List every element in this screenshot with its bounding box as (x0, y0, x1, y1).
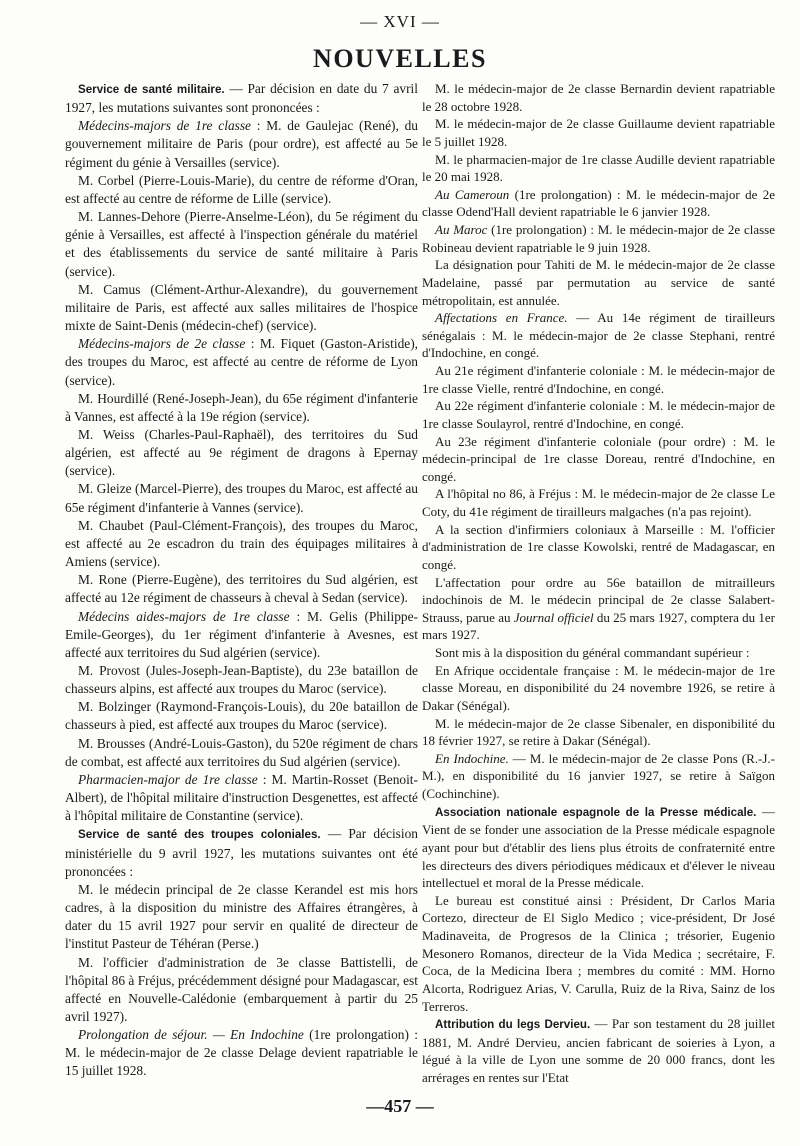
italic-title: Journal officiel (513, 609, 594, 625)
paragraph (65, 608, 418, 662)
paragraph-lead: En Indochine. (435, 750, 509, 766)
paragraph-body: M. Camus (Clément-Arthur-Alexandre), du gouvernement militaire de Paris, est affecté aux salles militaires de l'hospice mixte de Saint-Denis (médecin-chef) (service). (65, 281, 418, 334)
paragraph-body: M. le médecin principal de 2e classe Kerandel est mis hors cadres, à la disposition du ministre des Affaires étrangères, à dater du 15 avril 1927 pour servir en qualité de directeur de l'institut Pasteur de Téhéran (Perse.) (65, 881, 418, 952)
paragraph (422, 892, 775, 1015)
paragraph (422, 221, 775, 256)
paragraph-body: Au 23e régiment d'infanterie coloniale (pour ordre) : M. le médecin-principal de 1re classe Doreau, rentré d'Indochine, en congé. (422, 433, 775, 484)
paragraph (65, 480, 418, 516)
paragraph (65, 281, 418, 335)
paragraph-lead: Médecins-majors de 1re classe (78, 118, 251, 134)
paragraph-body: M. Weiss (Charles-Paul-Raphaël), des territoires du Sud algérien, est affecté au 9e régiment de dragons à Epernay (service). (65, 426, 418, 479)
paragraph-body: Au 21e régiment d'infanterie coloniale : M. le médecin-major de 1re classe Vielle, rentré d'Indochine, en congé. (422, 363, 775, 396)
paragraph-lead: Au Maroc (435, 222, 488, 237)
paragraph (422, 803, 775, 892)
section-heading: Association nationale espagnole de la Presse médicale. (435, 805, 757, 819)
paragraph-body: (1re prolongation) : M. le médecin-major de 2e classe Delage devient rapatriable le 15 juillet 1928. (65, 1027, 418, 1079)
paragraph-body: M. le médecin-major de 2e classe Guillaume devient rapatriable le 5 juillet 1928. (422, 116, 775, 149)
paragraph (65, 335, 418, 389)
paragraph-body: (1re prolongation) : M. le médecin-major de 2e classe Robineau devient rapatriable le 9 juin 1928. (422, 222, 775, 255)
paragraph-body: (1re prolongation) : M. le médecin-major de 2e classe Odend'Hall devient rapatriable le 6 janvier 1928. (422, 186, 775, 220)
paragraph-body: M. le médecin-major de 2e classe Bernardin devient rapatriable le 28 octobre 1928. (422, 81, 775, 114)
paragraph-lead: Médecins-majors de 2e classe (78, 336, 246, 352)
paragraph-body: — Vient de se fonder une association de la Presse médicale espagnole ayant pour but d'établir des liens plus étroits de confraternité entre les directeurs des divers périodiques médicaux et d'élever le niveau intellectuel et moral de la Presse médicale. (422, 803, 775, 891)
paragraph-body: — Par décision en date du 7 avril 1927, les mutations suivantes sont prononcées : (65, 81, 418, 116)
paragraph (65, 80, 418, 117)
paragraph (65, 117, 418, 171)
paragraph (65, 571, 418, 607)
paragraph-body: A l'hôpital no 86, à Fréjus : M. le médecin-major de 2e classe Le Coty, du 41e régiment de tirailleurs malgaches (n'a pas rejoint). (422, 486, 775, 519)
paragraph-body: M. le médecin-major de 2e classe Sibenaler, en disponibilité du 18 février 1927, se retire à Dakar (Sénégal). (422, 715, 775, 749)
paragraph-body: : M. Gelis (Philippe-Emile-Georges), du 1er régiment d'infanterie à Avesnes, est affecté aux territoires du Sud algérien (service). (65, 608, 418, 660)
paragraph (65, 771, 418, 825)
paragraph (422, 521, 775, 574)
paragraph (65, 172, 418, 208)
section-heading: Service de santé des troupes coloniales. (78, 828, 321, 842)
paragraph-body: M. l'officier d'administration de 3e classe Battistelli, de l'hôpital 86 à Fréjus, précédemment désigné pour Madagascar, est affecté en Nouvelle-Calédonie (embarquement à partir du 25 avril 1927). (65, 954, 418, 1024)
right-column (422, 80, 775, 1087)
paragraph (422, 750, 775, 803)
paragraph (65, 825, 418, 880)
paragraph (422, 662, 775, 715)
section-heading: Service de santé militaire. (78, 83, 225, 96)
paragraph-body: Au 22e régiment d'infanterie coloniale : M. le médecin-major de 1re classe Soulayrol, rentré d'Indochine, en congé. (422, 398, 775, 431)
left-column (65, 80, 418, 1081)
paragraph (65, 698, 418, 734)
paragraph-body: En Afrique occidentale française : M. le médecin-major de 1re classe Moreau, en disponibilité du 24 novembre 1926, se retire à Dakar (Sénégal). (422, 662, 775, 713)
paragraph-lead: Prolongation de séjour. — En Indochine (78, 1027, 304, 1043)
paragraph (422, 397, 775, 432)
paragraph-lead: L'affectation pour ordre au 56e bataillon de mitrailleurs indochinois de M. le médecin principal de 2e classe Salabert-Strauss, parue au (422, 574, 775, 625)
paragraph-body: : M. de Gaulejac (René), du gouvernement militaire de Paris (pour ordre), est affecté au 5e régiment du génie à Versailles (service). (65, 118, 418, 170)
paragraph (422, 80, 775, 115)
paragraph (422, 644, 775, 662)
paragraph-lead: Affectations en France. (435, 310, 568, 326)
paragraph (422, 574, 775, 645)
paragraph-body: M. Chaubet (Paul-Clément-François), des troupes du Maroc, est affecté au 2e escadron du train des équipages militaires à Amiens (service). (65, 517, 418, 570)
paragraph (422, 151, 775, 186)
paragraph-body: — Au 14e régiment de tirailleurs sénégalais : M. le médecin-major de 2e classe Stephani, rentré d'Indochine, en congé. (422, 310, 775, 361)
section-heading: Attribution du legs Dervieu. (435, 1018, 591, 1032)
paragraph (422, 362, 775, 397)
paragraph-body: M. Brousses (André-Louis-Gaston), du 520e régiment de chars de combat, est affecté aux territoires du Sud algérien (service). (65, 735, 418, 769)
paragraph-lead: Au Cameroun (435, 186, 510, 202)
paragraph-body: : M. Fiquet (Gaston-Aristide), des troupes du Maroc, est affecté au centre de réforme de Lyon (service). (65, 336, 419, 388)
paragraph-body: M. Bolzinger (Raymond-François-Louis), du 20e bataillon de chasseurs à pied, est affecté aux troupes du Maroc (service). (65, 699, 418, 733)
paragraph (65, 390, 418, 426)
paragraph (422, 1015, 775, 1087)
paragraph-body: — M. le médecin-major de 2e classe Pons (R.-J.-M.), en disponibilité du 16 janvier 1927, se retire à Saïgon (Cochinchine). (422, 750, 776, 801)
paragraph-lead: Médecins aides-majors de 1re classe (78, 608, 290, 624)
paragraph (422, 115, 775, 150)
paragraph-lead: Pharmacien-major de 1re classe (78, 771, 258, 787)
paragraph-body: du 25 mars 1927, comptera du 1er mars 1927. (422, 609, 776, 643)
paragraph-body: M. Lannes-Dehore (Pierre-Anselme-Léon), du 5e régiment du génie à Versailles, est affecté à l'inspection générale du matériel et des établissements du service de santé militaire à Paris (service). (65, 209, 418, 279)
paragraph (65, 517, 418, 571)
paragraph (422, 715, 775, 750)
paragraph (65, 1026, 418, 1080)
page-number: —457 — (366, 1096, 434, 1116)
paragraph-body: — Par décision ministérielle du 9 avril 1927, les mutations suivantes ont été prononcées : (65, 826, 418, 879)
paragraph-body: La désignation pour Tahiti de M. le médecin-major de 2e classe Madelaine, passé par permutation au service de santé métropolitain, est annulée. (422, 257, 775, 308)
paragraph-body: M. Provost (Jules-Joseph-Jean-Baptiste), du 23e bataillon de chasseurs alpins, est affecté aux troupes du Maroc (service). (65, 663, 418, 697)
paragraph-body: M. Corbel (Pierre-Louis-Marie), du centre de réforme d'Oran, est affecté au centre de réforme de Lille (service). (65, 172, 418, 206)
paragraph-body: Le bureau est constitué ainsi : Président, Dr Carlos Maria Cortezo, directeur de El Siglo Medico ; vice-président, Dr José Madinaveita, de Progresos de la Clinica ; trésorier, Eugenio Mesonero Romanos, directeur de la Vida Medica ; secrétaire, F. Coca, de la Medicina Ibera ; membres du comité : MM. Horno Alcorta, Rodriguez Arias, V. Carulla, Ruiz de la Riva, Sainz de los Terreros. (422, 892, 775, 1014)
paragraph (422, 256, 775, 309)
paragraph (422, 309, 775, 362)
running-folio: — XVI — (360, 12, 440, 31)
paragraph-body: Sont mis à la disposition du général commandant supérieur : (435, 645, 750, 660)
paragraph-body: — Par son testament du 28 juillet 1881, M. André Dervieu, ancien fabricant de soieries à Lyon, a légué à la ville de Lyon une somme de 20 000 francs, dont les arrérages en rentes sur l'Etat (422, 1016, 775, 1085)
paragraph (65, 208, 418, 281)
paragraph (422, 186, 775, 221)
paragraph (65, 881, 418, 954)
paragraph-body: M. Hourdillé (René-Joseph-Jean), du 65e régiment d'infanterie à Vannes, est affecté à la 19e région (service). (65, 390, 418, 424)
paragraph (422, 485, 775, 520)
paragraph-body: M. le pharmacien-major de 1re classe Audille devient rapatriable le 20 mai 1928. (422, 151, 775, 185)
paragraph (65, 954, 418, 1027)
paragraph-body: : M. Martin-Rosset (Benoit-Albert), de l'hôpital militaire d'instruction Desgenettes, est affecté à l'hôpital militaire de Constantine (service). (65, 771, 418, 824)
paragraph (422, 433, 775, 486)
paragraph-body: M. Rone (Pierre-Eugène), des territoires du Sud algérien, est affecté au 12e régiment de chasseurs à cheval à Sedan (service). (65, 572, 418, 606)
page-title: NOUVELLES (313, 44, 487, 73)
paragraph (65, 426, 418, 480)
paragraph-body: A la section d'infirmiers coloniaux à Marseille : M. l'officier d'administration de 1re classe Kowolski, rentré de Madagascar, en congé. (422, 521, 775, 572)
paragraph (65, 735, 418, 771)
paragraph-body: M. Gleize (Marcel-Pierre), des troupes du Maroc, est affecté au 65e régiment d'infanterie à Vannes (service). (65, 481, 418, 515)
paragraph (65, 662, 418, 698)
